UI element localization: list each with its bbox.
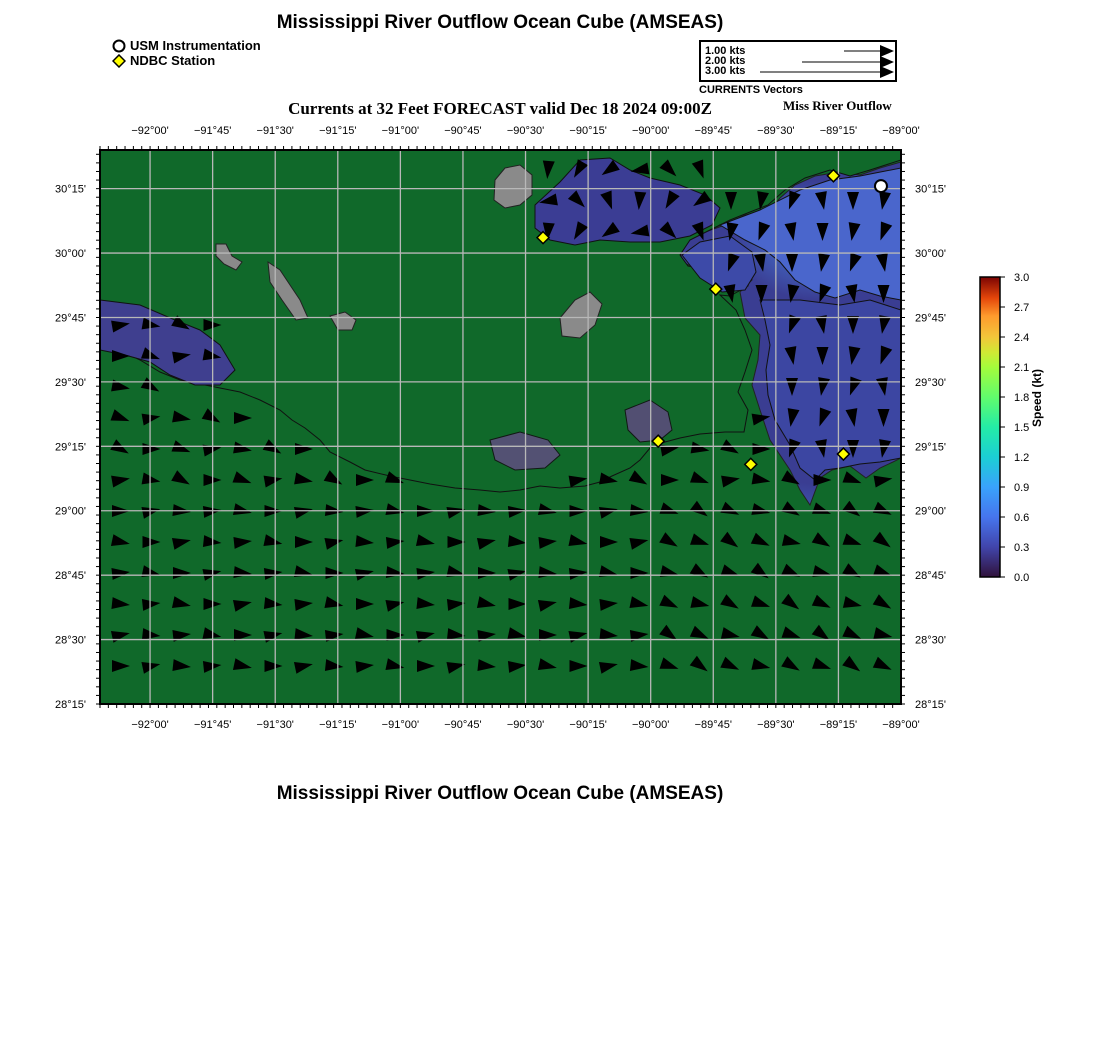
colorbar-tick-label: 2.7 (1014, 302, 1030, 314)
lon-label: −90°45' (444, 125, 482, 137)
lon-labels-top (131, 125, 919, 137)
colorbar-tick-label: 1.2 (1014, 452, 1030, 464)
lat-label: 28°15' (915, 699, 946, 711)
lon-label: −91°15' (319, 719, 357, 731)
lat-label: 29°30' (915, 376, 946, 389)
lat-label: 30°00' (915, 248, 946, 261)
vector-key-row: 3.00 kts (705, 65, 746, 77)
lat-label: 29°30' (55, 376, 86, 389)
lat-labels-right (915, 184, 946, 711)
lat-label: 30°15' (915, 183, 946, 196)
lon-label: −89°15' (819, 125, 858, 137)
colorbar-tick-label: 2.4 (1014, 332, 1030, 344)
lon-label: −92°00' (131, 125, 169, 137)
colorbar-tick-label: 2.1 (1014, 362, 1030, 374)
colorbar-tick-label: 0.6 (1014, 512, 1030, 524)
colorbar-tick-label: 1.8 (1014, 392, 1030, 404)
lat-label: 29°00' (915, 505, 946, 518)
lon-label: −90°00' (631, 719, 670, 731)
legend-ndbc-label: NDBC Station (130, 53, 216, 68)
lat-label: 30°15' (55, 183, 86, 196)
lat-label: 29°15' (55, 441, 86, 454)
lat-label: 28°15' (55, 699, 86, 711)
vector-key-row: 1.00 kts (705, 45, 746, 57)
colorbar-tick-label: 0.3 (1014, 542, 1030, 554)
map-title-bottom: Mississippi River Outflow Ocean Cube (AMSEAS) (276, 783, 724, 804)
lon-label: −91°45' (193, 125, 232, 137)
vector-key-row: 2.00 kts (705, 55, 746, 67)
lon-label: −90°00' (631, 125, 670, 137)
lon-labels-bottom (131, 719, 919, 731)
lat-label: 29°45' (55, 312, 86, 325)
lon-label: −90°30' (506, 125, 545, 137)
colorbar-tick-label: 3.0 (1014, 272, 1030, 284)
lon-label: −91°00' (381, 719, 420, 731)
colorbar-tick-label: 0.0 (1014, 572, 1030, 584)
lon-label: −89°45' (694, 719, 732, 731)
lon-label: −91°30' (256, 125, 294, 137)
lon-label: −89°00' (882, 125, 920, 137)
lon-label: −89°30' (757, 719, 795, 731)
lon-label: −89°00' (882, 719, 920, 731)
map-subtitle: Currents at 32 Feet FORECAST valid Dec 18 2024 09:00Z (288, 99, 712, 118)
colorbar-tick-label: 1.5 (1014, 422, 1030, 434)
lon-label: −92°00' (131, 719, 169, 731)
region-label: Miss River Outflow (783, 98, 892, 113)
lon-label: −90°15' (569, 125, 607, 137)
lat-label: 29°15' (915, 441, 946, 454)
lat-label: 29°45' (915, 312, 946, 325)
lat-label: 28°30' (915, 634, 946, 647)
lon-label: −90°30' (506, 719, 545, 731)
map-title: Mississippi River Outflow Ocean Cube (AMSEAS) (276, 12, 724, 33)
lon-label: −89°30' (757, 125, 795, 137)
lat-label: 28°45' (915, 570, 946, 583)
colorbar-tick-label: 0.9 (1014, 482, 1030, 494)
colorbar (980, 277, 1000, 577)
colorbar-ticks (1000, 272, 1029, 584)
lon-label: −90°45' (444, 719, 482, 731)
lon-label: −91°45' (193, 719, 232, 731)
colorbar-label: Speed (kt) (1030, 368, 1044, 427)
lon-label: −91°00' (381, 125, 420, 137)
usm-station-icon (875, 180, 887, 192)
legend-usm-label: USM Instrumentation (130, 38, 261, 53)
lat-label: 30°00' (55, 248, 86, 261)
lat-labels-left (55, 184, 86, 711)
lon-label: −91°30' (256, 719, 294, 731)
lon-label: −89°15' (819, 719, 858, 731)
lat-label: 28°45' (55, 570, 86, 583)
lon-label: −89°45' (694, 125, 732, 137)
lon-label: −91°15' (319, 125, 357, 137)
lat-label: 28°30' (55, 634, 86, 647)
lon-label: −90°15' (569, 719, 607, 731)
lat-label: 29°00' (55, 505, 86, 518)
vector-key-caption: CURRENTS Vectors (699, 84, 803, 96)
